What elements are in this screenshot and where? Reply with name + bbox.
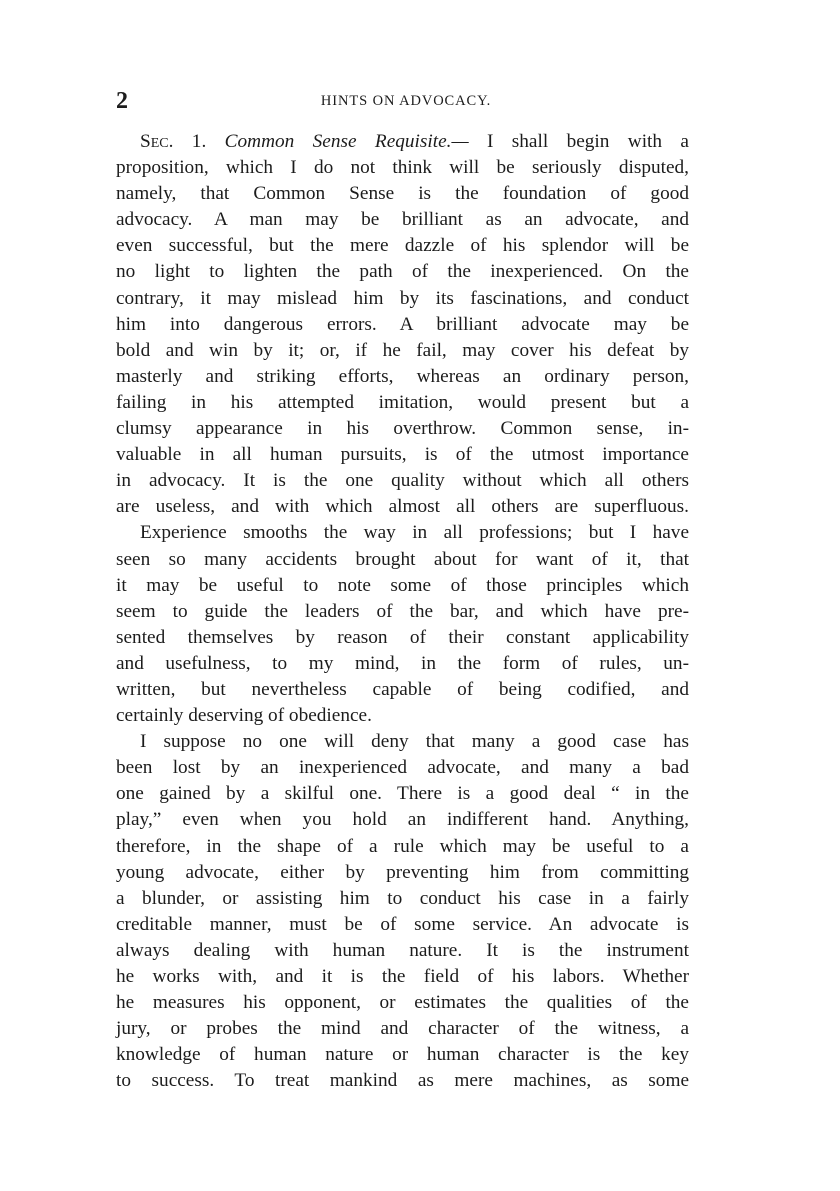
text-line: play,” even when you hold an indifferent hand. Anything, — [116, 809, 689, 831]
text-line: jury, or probes the mind and character of the witness, a — [116, 1018, 689, 1040]
text-line: seem to guide the leaders of the bar, and which have pre- — [116, 600, 689, 622]
text-line: in advocacy. It is the one quality without which all others — [116, 470, 689, 492]
paragraph-start-line: Experience smooths the way in all professions; but I have — [140, 522, 689, 544]
text-line: and usefulness, to my mind, in the form of rules, un- — [116, 652, 689, 674]
body-text — [116, 129, 689, 1094]
text-line: even successful, but the mere dazzle of his splendor will be — [116, 235, 689, 257]
section-title: Common Sense Requisite.— — [224, 131, 469, 152]
text-line: he works with, and it is the field of his labors. Whether — [116, 966, 689, 987]
text-line: proposition, which I do not think will be seriously disputed, — [116, 157, 689, 179]
text-line: him into dangerous errors. A brilliant advocate may be — [116, 313, 689, 335]
text-line: therefore, in the shape of a rule which may be useful to a — [116, 835, 689, 857]
text-line: contrary, it may mislead him by its fascinations, and conduct — [116, 287, 689, 309]
text-line: written, but nevertheless capable of being codified, and — [116, 678, 689, 700]
text-line: it may be useful to note some of those principles which — [116, 574, 689, 596]
text-line: been lost by an inexperienced advocate, and many a bad — [116, 757, 689, 779]
text-line: failing in his attempted imitation, would present but a — [116, 391, 689, 413]
text-line: he measures his opponent, or estimates the qualities of the — [116, 992, 689, 1014]
section-label: Sec. 1. — [140, 131, 207, 152]
text-line: always dealing with human nature. It is the instrument — [116, 939, 689, 961]
text-line: to success. To treat mankind as mere machines, as some — [116, 1070, 689, 1092]
text-line: are useless, and with which almost all others are superfluous. — [116, 496, 689, 518]
text-line: a blunder, or assisting him to conduct his case in a fairly — [116, 887, 689, 909]
paragraph-start-line: I suppose no one will deny that many a good case has — [140, 731, 689, 753]
text-line: namely, that Common Sense is the foundation of good — [116, 183, 689, 205]
section-heading-line — [116, 129, 689, 155]
text-line: knowledge of human nature or human character is the key — [116, 1044, 689, 1066]
text-line: clumsy appearance in his overthrow. Common sense, in- — [116, 418, 689, 440]
text-line: no light to lighten the path of the inexperienced. On the — [116, 261, 689, 283]
text-line: seen so many accidents brought about for want of it, that — [116, 548, 689, 570]
text-line: creditable manner, must be of some service. An advocate is — [116, 913, 689, 935]
text-line: young advocate, either by preventing him from committing — [116, 861, 689, 883]
page-header — [116, 86, 696, 116]
text-line: bold and win by it; or, if he fail, may cover his defeat by — [116, 339, 689, 361]
section-first-line-text: I shall begin with a — [468, 131, 689, 152]
text-line: one gained by a skilful one. There is a good deal “ in the — [116, 783, 689, 805]
text-line: masterly and striking efforts, whereas an ordinary person, — [116, 365, 689, 387]
paragraph-end-line: certainly deserving of obedience. — [116, 705, 372, 727]
running-title: HINTS ON ADVOCACY. — [320, 93, 492, 109]
text-line: sented themselves by reason of their constant applicability — [116, 626, 689, 648]
text-line: valuable in all human pursuits, is of the utmost importance — [116, 444, 689, 466]
page-number: 2 — [116, 88, 128, 114]
text-line: advocacy. A man may be brilliant as an advocate, and — [116, 209, 689, 231]
